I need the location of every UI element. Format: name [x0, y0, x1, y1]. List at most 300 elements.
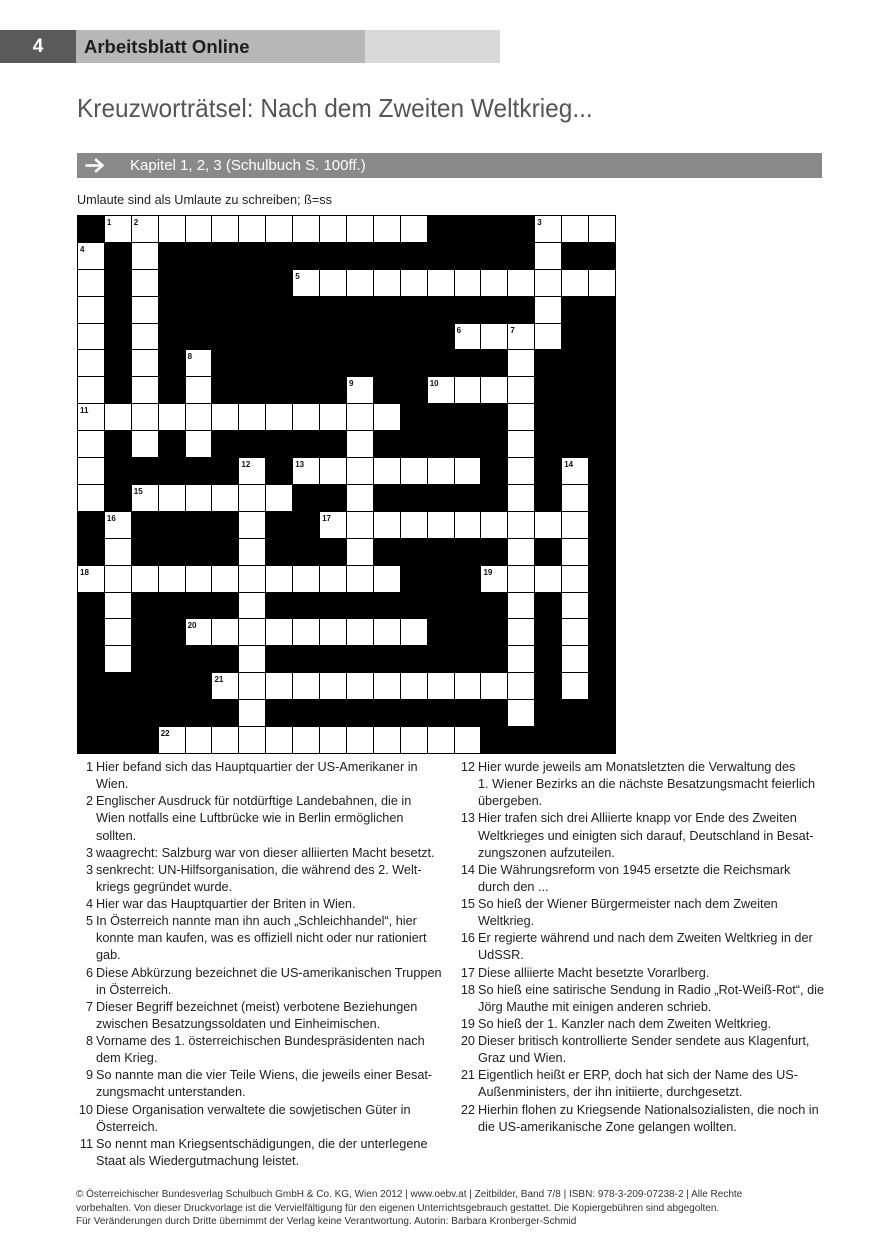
crossword-cell — [347, 404, 373, 430]
crossword-black-cell — [212, 646, 238, 672]
crossword-black-cell — [562, 377, 588, 403]
crossword-clue-number: 9 — [348, 379, 354, 389]
crossword-black-cell — [266, 539, 292, 565]
crossword-cell — [347, 619, 373, 645]
clue-text: Hier war das Hauptquartier der Briten in Wien. — [96, 897, 356, 911]
crossword-black-cell — [401, 431, 427, 457]
clue-number: 19 — [460, 1016, 475, 1031]
crossword-black-cell — [481, 350, 507, 376]
clue-line — [456, 982, 824, 999]
crossword-cell — [535, 243, 561, 269]
crossword-black-cell — [293, 700, 319, 726]
crossword-black-cell — [320, 431, 346, 457]
crossword-black-cell — [159, 700, 185, 726]
crossword-cell — [105, 512, 131, 538]
crossword-black-cell — [428, 593, 454, 619]
crossword-clue-number: 2 — [133, 218, 139, 227]
crossword-black-cell — [535, 431, 561, 457]
crossword-black-cell — [105, 350, 131, 376]
clue-number: 9 — [85, 1068, 93, 1083]
crossword-black-cell — [186, 512, 212, 538]
crossword-black-cell — [105, 270, 131, 296]
crossword-black-cell — [455, 593, 481, 619]
clue-line — [74, 1136, 442, 1153]
crossword-black-cell — [293, 593, 319, 619]
clue-number: 3 — [85, 845, 93, 860]
clue-number — [74, 1119, 93, 1136]
crossword-cell — [347, 431, 373, 457]
crossword-black-cell — [239, 324, 265, 350]
crossword-black-cell — [212, 243, 238, 269]
crossword-black-cell — [481, 297, 507, 323]
crossword-black-cell — [78, 727, 104, 753]
crossword-black-cell — [186, 270, 212, 296]
crossword-black-cell — [320, 539, 346, 565]
crossword-cell — [105, 216, 131, 242]
crossword-black-cell — [293, 297, 319, 323]
crossword-cell — [239, 485, 265, 511]
crossword-black-cell — [589, 673, 615, 699]
crossword-cell — [508, 270, 534, 296]
crossword-cell — [374, 566, 400, 592]
crossword-black-cell — [374, 431, 400, 457]
clue-number: 7 — [85, 999, 93, 1014]
crossword-black-cell — [186, 324, 212, 350]
crossword-cell — [320, 512, 346, 538]
crossword-cell — [374, 404, 400, 430]
crossword-cell — [347, 539, 373, 565]
crossword-black-cell — [428, 539, 454, 565]
clue-text: UdSSR. — [478, 948, 524, 963]
crossword-cell — [239, 727, 265, 753]
clue-text: Hier trafen sich drei Alliierte knapp vor Ende des Zweiten — [478, 811, 797, 826]
crossword-cell — [347, 270, 373, 296]
crossword-black-cell — [186, 458, 212, 484]
crossword-black-cell — [212, 539, 238, 565]
crossword-black-cell — [186, 297, 212, 323]
clue-item — [456, 965, 824, 982]
crossword-cell — [132, 216, 158, 242]
crossword-black-cell — [481, 431, 507, 457]
clue-text: die US-amerikanische Zone gelangen wollten. — [478, 1119, 737, 1134]
crossword-cell — [78, 377, 104, 403]
clue-item — [456, 1067, 824, 1101]
crossword-cell — [562, 646, 588, 672]
clue-number — [74, 1153, 93, 1170]
crossword-cell — [186, 566, 212, 592]
crossword-black-cell — [374, 539, 400, 565]
clue-text: Wien notfalls eine Luftbrücke wie in Berlin ermöglichen — [96, 811, 404, 826]
crossword-cell — [401, 458, 427, 484]
clue-item — [74, 845, 442, 862]
crossword-black-cell — [535, 646, 561, 672]
crossword-black-cell — [455, 216, 481, 242]
clue-line — [74, 1033, 442, 1050]
clue-number: 11 — [79, 1136, 93, 1151]
crossword-black-cell — [374, 377, 400, 403]
crossword-black-cell — [401, 404, 427, 430]
clue-number — [74, 1050, 93, 1067]
crossword-cell — [401, 216, 427, 242]
crossword-cell — [239, 566, 265, 592]
crossword-cell — [159, 485, 185, 511]
clue-text: waagrecht: Salzburg war von dieser alliierten Macht besetzt. — [96, 845, 435, 860]
clue-text: So nannte man die vier Teile Wiens, die jeweils einer Besat- — [96, 1068, 433, 1083]
clue-text: Diese alliierte Macht besetzte Vorarlberg. — [478, 965, 710, 980]
crossword-cell — [239, 458, 265, 484]
crossword-black-cell — [293, 377, 319, 403]
clue-text: Dieser Begriff bezeichnet (meist) verbotene Beziehungen — [96, 999, 418, 1014]
crossword-black-cell — [105, 700, 131, 726]
clue-text: kriegs gegründet wurde. — [96, 879, 233, 894]
crossword-cell — [239, 646, 265, 672]
crossword-black-cell — [320, 646, 346, 672]
crossword-cell — [428, 673, 454, 699]
crossword-black-cell — [186, 673, 212, 699]
crossword-cell — [455, 377, 481, 403]
crossword-cell — [481, 377, 507, 403]
crossword-cell — [132, 377, 158, 403]
crossword-cell — [132, 404, 158, 430]
crossword-clue-number: 6 — [456, 325, 462, 335]
crossword-black-cell — [212, 512, 238, 538]
clue-number — [456, 1119, 475, 1136]
crossword-cell — [320, 458, 346, 484]
crossword-cell — [78, 243, 104, 269]
crossword-clue-number: 18 — [80, 567, 89, 577]
crossword-cell — [320, 404, 346, 430]
crossword-black-cell — [132, 619, 158, 645]
clue-number — [74, 879, 93, 896]
crossword-cell — [481, 324, 507, 350]
crossword-black-cell — [535, 404, 561, 430]
crossword-cell — [78, 404, 104, 430]
clue-line — [74, 1067, 442, 1084]
clue-text: gab. — [96, 948, 121, 963]
crossword-black-cell — [562, 350, 588, 376]
crossword-cell — [186, 216, 212, 242]
crossword-black-cell — [481, 216, 507, 242]
clue-text: zungszonen aufzuteilen. — [478, 845, 615, 860]
clue-line — [456, 1119, 824, 1136]
crossword-cell — [239, 673, 265, 699]
clue-text: Staat als Wiedergutmachung leistet. — [96, 1153, 300, 1168]
crossword-black-cell — [159, 350, 185, 376]
footer-line: © Österreichischer Bundesverlag Schulbuch GmbH & Co. KG, Wien 2012 | www.oebv.at | Zeitbilder, Band 7/8 | ISBN: 978-3-209-07238-2 | Alle Rechte — [76, 1189, 743, 1200]
crossword-black-cell — [481, 243, 507, 269]
clue-line — [456, 947, 824, 964]
crossword-cell — [428, 727, 454, 753]
crossword-black-cell — [455, 485, 481, 511]
crossword-black-cell — [132, 646, 158, 672]
crossword-cell — [293, 673, 319, 699]
crossword-black-cell — [401, 646, 427, 672]
crossword-black-cell — [266, 350, 292, 376]
crossword-black-cell — [266, 512, 292, 538]
clue-line — [74, 1119, 442, 1136]
crossword-cell — [266, 216, 292, 242]
crossword-cell — [347, 727, 373, 753]
clue-number: 3 — [85, 862, 93, 877]
crossword-cell — [320, 566, 346, 592]
crossword-black-cell — [374, 593, 400, 619]
crossword-cell — [320, 727, 346, 753]
clue-text: So hieß eine satirische Sendung in Radio „Rot-Weiß-Rot“, die — [478, 982, 825, 997]
crossword-black-cell — [589, 243, 615, 269]
clue-text: Österreich. — [96, 1119, 159, 1134]
crossword-black-cell — [589, 619, 615, 645]
crossword-cell — [186, 404, 212, 430]
crossword-black-cell — [347, 593, 373, 619]
crossword-cell — [266, 566, 292, 592]
crossword-cell — [535, 512, 561, 538]
crossword-cell — [132, 431, 158, 457]
crossword-cell — [266, 404, 292, 430]
clue-line — [456, 845, 824, 862]
crossword-cell — [132, 485, 158, 511]
crossword-cell — [481, 270, 507, 296]
clue-text: Außenministers, der ihn initiierte, durchgesetzt. — [478, 1085, 743, 1100]
clue-text: zwischen Besatzungssoldaten und Einheimischen. — [96, 1016, 381, 1031]
clue-line — [456, 999, 824, 1016]
crossword-black-cell — [293, 485, 319, 511]
crossword-cell — [589, 216, 615, 242]
crossword-cell — [455, 270, 481, 296]
crossword-black-cell — [428, 700, 454, 726]
crossword-black-cell — [78, 593, 104, 619]
crossword-black-cell — [293, 243, 319, 269]
clue-number — [74, 810, 93, 827]
crossword-black-cell — [562, 700, 588, 726]
clue-number — [456, 947, 475, 964]
crossword-cell — [186, 431, 212, 457]
crossword-black-cell — [186, 243, 212, 269]
crossword-cell — [562, 566, 588, 592]
crossword-cell — [428, 458, 454, 484]
crossword-black-cell — [455, 404, 481, 430]
crossword-cell — [508, 512, 534, 538]
clue-line — [456, 930, 824, 947]
crossword-black-cell — [132, 512, 158, 538]
crossword-black-cell — [401, 324, 427, 350]
crossword-black-cell — [428, 619, 454, 645]
crossword-cell — [535, 297, 561, 323]
crossword-cell — [105, 619, 131, 645]
crossword-black-cell — [455, 700, 481, 726]
crossword-cell — [401, 727, 427, 753]
crossword-cell — [293, 566, 319, 592]
clue-line — [456, 1016, 824, 1033]
crossword-cell — [78, 566, 104, 592]
clue-line — [456, 776, 824, 793]
crossword-cell — [78, 485, 104, 511]
clue-text: in Österreich. — [96, 982, 172, 997]
crossword-black-cell — [320, 593, 346, 619]
crossword-cell — [374, 270, 400, 296]
clue-text: sollten. — [96, 828, 137, 843]
crossword-black-cell — [239, 297, 265, 323]
crossword-black-cell — [428, 324, 454, 350]
crossword-cell — [239, 593, 265, 619]
crossword-cell — [455, 673, 481, 699]
clue-number — [456, 845, 475, 862]
crossword-black-cell — [374, 646, 400, 672]
crossword-clue-number: 16 — [106, 513, 116, 523]
crossword-cell — [239, 404, 265, 430]
crossword-clue-number: 3 — [537, 218, 542, 227]
chapter-bar — [77, 153, 822, 178]
crossword-cell — [239, 216, 265, 242]
clue-number: 22 — [460, 1102, 475, 1117]
crossword-cell — [508, 619, 534, 645]
crossword-cell — [159, 727, 185, 753]
crossword-cell — [481, 512, 507, 538]
crossword-clue-number: 14 — [564, 460, 574, 470]
clue-line — [74, 965, 442, 982]
crossword-black-cell — [159, 431, 185, 457]
arrow-right-icon — [85, 158, 105, 173]
crossword-black-cell — [320, 297, 346, 323]
clue-number: 18 — [460, 982, 475, 997]
crossword-clue-number: 5 — [295, 271, 300, 281]
crossword-cell — [347, 566, 373, 592]
clue-line — [74, 930, 442, 947]
crossword-black-cell — [105, 727, 131, 753]
crossword-cell — [293, 404, 319, 430]
crossword-black-cell — [212, 297, 238, 323]
crossword-cell — [562, 673, 588, 699]
crossword-cell — [508, 646, 534, 672]
clue-line — [74, 896, 442, 913]
clue-text: Jörg Mauthe mit einigen anderen schrieb. — [478, 999, 712, 1014]
crossword-black-cell — [212, 350, 238, 376]
crossword-black-cell — [428, 243, 454, 269]
crossword-cell — [186, 350, 212, 376]
crossword-black-cell — [401, 243, 427, 269]
crossword-black-cell — [266, 700, 292, 726]
clue-number — [456, 879, 475, 896]
clue-number: 13 — [460, 811, 475, 826]
clue-line — [456, 1050, 824, 1067]
crossword-cell — [132, 350, 158, 376]
crossword-cell — [347, 673, 373, 699]
crossword-cell — [347, 216, 373, 242]
clue-line — [456, 1102, 824, 1119]
crossword-black-cell — [266, 593, 292, 619]
crossword-black-cell — [132, 593, 158, 619]
crossword-cell — [105, 646, 131, 672]
crossword-cell — [562, 512, 588, 538]
crossword-black-cell — [481, 458, 507, 484]
clue-item — [74, 1102, 442, 1136]
crossword-cell — [78, 270, 104, 296]
crossword-cell — [508, 404, 534, 430]
crossword-black-cell — [508, 243, 534, 269]
crossword-black-cell — [293, 539, 319, 565]
crossword-black-cell — [212, 593, 238, 619]
crossword-black-cell — [589, 539, 615, 565]
crossword-black-cell — [428, 350, 454, 376]
crossword-cell — [212, 673, 238, 699]
clue-text: Diese Organisation verwaltete die sowjetischen Güter in — [96, 1102, 411, 1117]
clue-item — [456, 896, 824, 930]
crossword-black-cell — [105, 243, 131, 269]
clue-line — [456, 1084, 824, 1101]
crossword-clue-number: 19 — [483, 567, 493, 577]
crossword-black-cell — [562, 727, 588, 753]
clue-number: 6 — [85, 965, 93, 980]
clue-text: Weltkrieges und einigten sich darauf, Deutschland in Besat- — [478, 828, 814, 843]
crossword-black-cell — [589, 324, 615, 350]
crossword-black-cell — [159, 324, 185, 350]
crossword-cell — [508, 539, 534, 565]
crossword-black-cell — [105, 431, 131, 457]
crossword-black-cell — [105, 297, 131, 323]
crossword-cell — [293, 727, 319, 753]
clue-number: 5 — [85, 914, 93, 929]
crossword-cell — [212, 619, 238, 645]
clue-line — [456, 1067, 824, 1084]
crossword-cell — [374, 512, 400, 538]
clue-line — [456, 1033, 824, 1050]
clue-text: Graz und Wien. — [478, 1051, 567, 1066]
crossword-cell — [401, 673, 427, 699]
instruction-text: Umlaute sind als Umlaute zu schreiben; ß=ss — [77, 193, 332, 207]
crossword-black-cell — [186, 646, 212, 672]
crossword-black-cell — [455, 646, 481, 672]
crossword-cell — [562, 216, 588, 242]
crossword-black-cell — [589, 350, 615, 376]
clue-number — [456, 828, 475, 845]
crossword-black-cell — [159, 646, 185, 672]
crossword-black-cell — [535, 700, 561, 726]
clue-item — [74, 793, 442, 844]
clue-line — [456, 896, 824, 913]
crossword-grid — [77, 215, 616, 754]
crossword-cell — [159, 566, 185, 592]
clue-item — [456, 982, 824, 1016]
clue-text: Eigentlich heißt er ERP, doch hat sich der Name des US- — [478, 1068, 798, 1083]
crossword-cell — [239, 539, 265, 565]
crossword-black-cell — [266, 243, 292, 269]
crossword-cell — [266, 673, 292, 699]
clue-item — [74, 1067, 442, 1101]
clue-item — [74, 862, 442, 896]
clue-number — [74, 947, 93, 964]
crossword-black-cell — [508, 727, 534, 753]
clue-text: zungsmacht unterstanden. — [96, 1085, 246, 1100]
clue-number — [74, 1016, 93, 1033]
crossword-cell — [186, 619, 212, 645]
crossword-black-cell — [266, 377, 292, 403]
crossword-black-cell — [562, 297, 588, 323]
crossword-black-cell — [320, 700, 346, 726]
crossword-black-cell — [159, 243, 185, 269]
crossword-black-cell — [589, 593, 615, 619]
clue-text: dem Krieg. — [96, 1051, 158, 1066]
crossword-cell — [508, 593, 534, 619]
crossword-cell — [266, 619, 292, 645]
crossword-black-cell — [428, 566, 454, 592]
crossword-cell — [347, 512, 373, 538]
crossword-clue-number: 8 — [187, 352, 193, 362]
crossword-cell — [320, 673, 346, 699]
crossword-black-cell — [481, 404, 507, 430]
clue-line — [74, 913, 442, 930]
crossword-clue-number: 11 — [80, 406, 89, 416]
clue-item — [74, 1136, 442, 1170]
crossword-black-cell — [401, 485, 427, 511]
